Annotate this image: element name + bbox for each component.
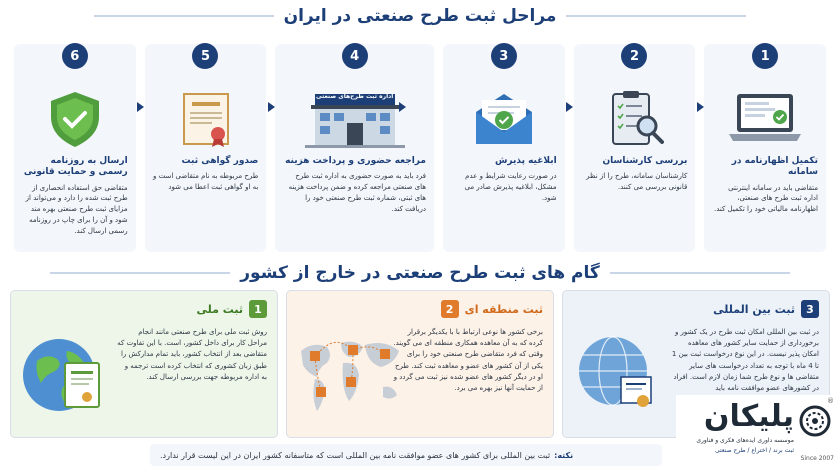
card-header (713, 300, 819, 318)
step-number-badge: 3 (491, 43, 517, 69)
arrow-right-icon (399, 102, 406, 112)
step-title: ارسال به روزنامه رسمی و حمایت قانونی (23, 156, 128, 178)
bottom-title-text: گام های ثبت طرح صنعتی در خارج از کشور (240, 263, 600, 283)
card-description: در ثبت بین المللی امکان ثبت طرح در یک کشور و برخورداری از حمایت سایر کشور های معاهده امکان پذیر نیست. در این نوع درخواست ثبت بین 1 تا 4 ماه با توجه به تعداد درخواست های سایر متقاضی ها و نوع طرح شما زمان لازم است. افراد در کشورهای عضو موافقت نامه باید (671, 328, 819, 392)
arrow-right-icon (566, 102, 573, 112)
step-card-4 (275, 44, 434, 252)
note-text: ثبت بین المللی برای کشور های عضو موافقت نامه بین المللی است که متاسفانه کشور ایران در این لیست قرار ندارد. (160, 450, 551, 460)
step-title: تکمیل اظهارنامه در سامانه (731, 156, 818, 178)
step-description: کارشناسان سامانه، طرح را از نظر قانونی بررسی می کنند. (586, 172, 688, 192)
logo-services: ثبت برند / اختراع / طرح صنعتی (715, 447, 794, 454)
step-description: متقاضی باید در سامانه اینترنتی اداره ثبت طرح های صنعتی، اظهارنامه مالیاتی خود را تکمیل کند. (713, 183, 818, 214)
step-title: ابلاغیه پذیرش (494, 156, 557, 166)
pelican-logo-mark-icon (798, 401, 832, 455)
envelope-check-icon (451, 88, 557, 150)
card-regional (286, 290, 554, 438)
globe-certificate-icon (571, 321, 661, 425)
shield-check-icon (22, 88, 128, 150)
card-description: روش ثبت ملی برای طرح صنعتی مانند انجام مراحل کار برای داخل کشور، است. با این تفاوت که متقاضی بعد از انتخاب کشور، باید تمام مدارکش را طبق زبان کشوری که انتخاب کرده است ترجمه و به اداره مربوطه جهت بررسی ارسال کند. (117, 328, 267, 381)
step-title: مراجعه حضوری و پرداخت هزینه (285, 156, 426, 166)
title-divider (50, 272, 230, 274)
world-map-icon (295, 321, 405, 425)
card-description: برخی کشور ها نوعی ارتباط با با یکدیگر برقرار کرده که به آن معاهده همکاری منطقه ای می گویند. وقتی که فرد متقاضی طرح صنعتی خود را برای یکی از آن کشور های عضو و معاهده ثبت کند. طرح او در دیگر کشور های عضو شده نیز ثبت می گردد و از حمایت آنها نیز بهره می برد. (393, 328, 543, 392)
step-title: صدور گواهی ثبت (181, 156, 259, 166)
registered-mark: ® (827, 397, 834, 405)
card-number-badge: 3 (801, 300, 819, 318)
title-divider (566, 15, 746, 17)
step-card-1 (704, 44, 826, 252)
step-number-badge: 4 (342, 43, 368, 69)
step-description: طرح مربوطه به نام متقاضی است و به او گواهی ثبت اعطا می شود (153, 172, 259, 192)
bottom-section-title (0, 263, 840, 283)
clipboard-search-icon (582, 88, 688, 150)
step-description: فرد باید به صورت حضوری به اداره ثبت طرح های صنعتی مراجعه کرده و ضمن پرداخت هزینه های ثبتی، شماره ثبت طرح صنعتی خود را دریافت کند. (288, 172, 426, 213)
card-national (10, 290, 278, 438)
step-number-badge: 5 (192, 43, 218, 69)
logo-name: پلیکان (703, 399, 794, 434)
arrow-right-icon (268, 102, 275, 112)
step-number-badge: 6 (62, 43, 88, 69)
note-bar (150, 444, 662, 466)
logo-since: Since 2007 (800, 455, 834, 462)
step-description: در صورت رعایت شرایط و عدم مشکل، ابلاغیه پذیرش صادر می شود. (464, 172, 557, 202)
building-sign-text: اداره ثبت طرح‌های صنعتی (316, 93, 394, 100)
title-divider (610, 272, 790, 274)
arrow-right-icon (137, 102, 144, 112)
step-title: بررسی کارشناسان (602, 156, 688, 166)
step-number-badge: 1 (752, 43, 778, 69)
globe-document-icon (19, 321, 109, 425)
top-section-title (0, 6, 840, 26)
card-header (196, 300, 267, 318)
card-title: ثبت ملی (196, 302, 243, 316)
steps-row (14, 44, 826, 252)
note-label: نکته: (554, 450, 574, 460)
card-title: ثبت منطقه ای (464, 302, 543, 316)
step-card-6 (14, 44, 136, 252)
arrow-right-icon (697, 102, 704, 112)
certificate-icon (153, 88, 259, 150)
top-title-text: مراحل ثبت طرح صنعتی در ایران (283, 6, 557, 26)
card-header (441, 300, 543, 318)
title-divider (94, 15, 274, 17)
step-description: متقاضی حق استفاده انحصاری از طرح ثبت شده را دارد و می‌تواند از مزایای ثبت طرح صنعتی بهره مند شود و آن را برای چاپ در روزنامه رسمی ارسال کند. (25, 183, 128, 235)
office-building-icon (283, 88, 426, 150)
step-number-badge: 2 (621, 43, 647, 69)
logo-subtitle: موسسه داوری ایده‌های فکری و فناوری (696, 437, 794, 444)
card-number-badge: 2 (441, 300, 459, 318)
card-title: ثبت بین المللی (713, 302, 795, 316)
step-card-3 (443, 44, 565, 252)
laptop-check-icon (712, 88, 818, 150)
card-number-badge: 1 (249, 300, 267, 318)
step-card-2 (574, 44, 696, 252)
step-card-5 (145, 44, 267, 252)
pelican-logo (676, 395, 836, 467)
